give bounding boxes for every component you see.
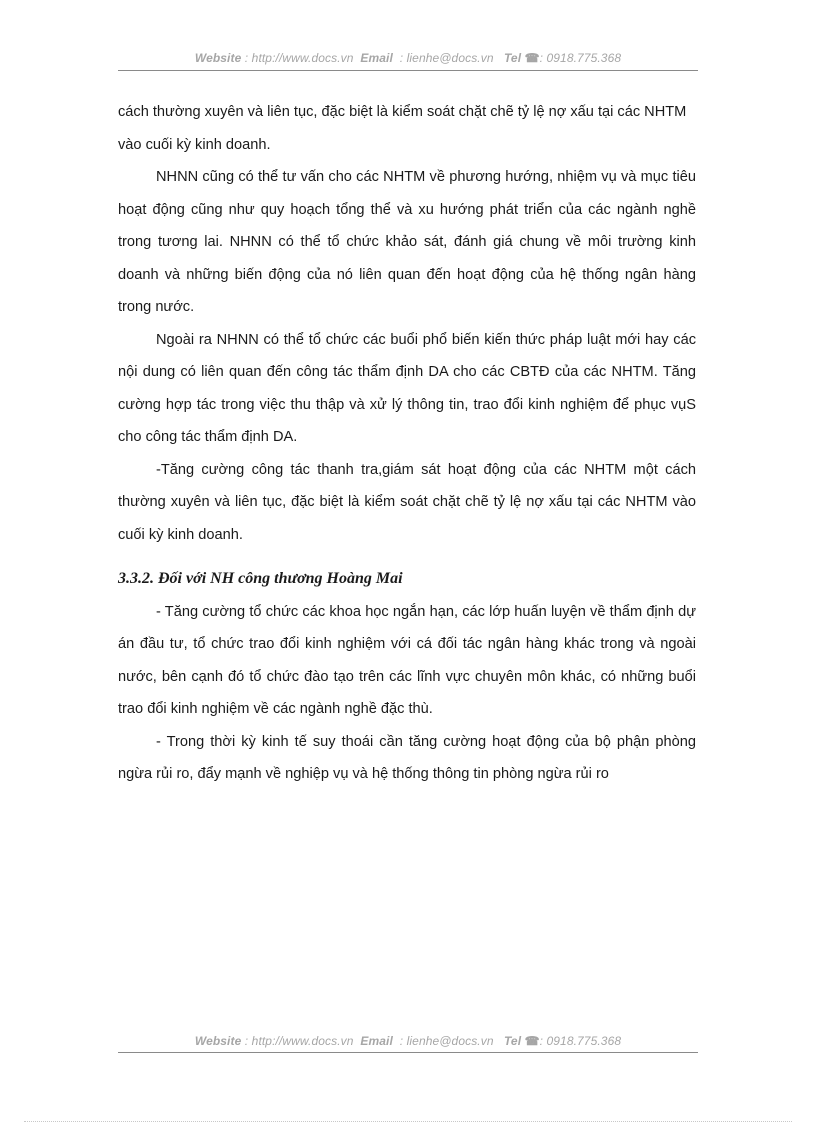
section-heading: 3.3.2. Đối với NH công thương Hoàng Mai	[118, 570, 403, 587]
header-tel-label: Tel	[503, 51, 522, 65]
paragraph-continuation: cách thường xuyên và liên tục, đặc biệt là kiểm soát chặt chẽ tỷ lệ nợ xấu tại các NHTM vào cuối kỳ kinh doanh.	[118, 104, 687, 153]
document-body	[118, 96, 696, 791]
paragraph-nhnn-training: Ngoài ra NHNN có thể tổ chức các buổi phổ biến kiến thức pháp luật mới hay các nội dung có liên quan đến công tác thẩm định DA cho các CBTĐ của các NHTM. Tăng cường hợp tác trong việc thu thập và xử lý thông tin, trao đổi kinh nghiệm để phục vụS cho công tác thẩm định DA.	[118, 331, 696, 445]
paragraph-nhnn-advice: NHNN cũng có thể tư vấn cho các NHTM về phương hướng, nhiệm vụ và mục tiêu hoạt động cũng như quy hoạch tổng thể và xu hướng phát triển của các ngành nghề trong tương lai. NHNN có thể tổ chức khảo sát, đánh giá chung về môi trường kinh doanh và những biến động của nó liên quan đến hoạt động của hệ thống ngân hàng trong nước.	[118, 169, 696, 315]
header-email-label: Email	[360, 51, 393, 65]
phone-icon: ☎	[524, 1034, 540, 1048]
footer-divider	[118, 1052, 698, 1053]
header-email-value[interactable]: : lienhe@docs.vn	[399, 51, 494, 65]
footer-website-url[interactable]: : http://www.docs.vn	[244, 1034, 354, 1048]
page-header	[118, 51, 698, 65]
header-website-label: Website	[194, 51, 242, 65]
page-footer	[118, 1034, 698, 1048]
header-tel-value: : 0918.775.368	[539, 51, 622, 65]
spacer	[118, 551, 696, 559]
phone-icon: ☎	[524, 51, 540, 65]
footer-email-value[interactable]: : lienhe@docs.vn	[399, 1034, 494, 1048]
paragraph-training-courses: - Tăng cường tổ chức các khoa học ngắn hạn, các lớp huấn luyện về thẩm định dự án đầu tư, tổ chức trao đổi kinh nghiệm với cá đối tác ngân hàng khác trong và ngoài nước, bên cạnh đó tổ chức đào tạo trên các lĩnh vực chuyên môn khác, có những buổi trao đổi kinh nghiệm về các ngành nghề đặc thù.	[118, 603, 696, 717]
paragraph-inspection: -Tăng cường công tác thanh tra,giám sát hoạt động của các NHTM một cách thường xuyên và liên tục, đặc biệt là kiểm soát chặt chẽ tỷ lệ nợ xấu tại các NHTM vào cuối kỳ kinh doanh.	[118, 461, 696, 543]
header-divider	[118, 70, 698, 71]
footer-tel-label: Tel	[503, 1034, 522, 1048]
footer-tel-value: : 0918.775.368	[539, 1034, 622, 1048]
footer-email-label: Email	[360, 1034, 393, 1048]
paragraph-risk-prevention: - Trong thời kỳ kinh tế suy thoái cần tăng cường hoạt động của bộ phận phòng ngừa rủi ro, đẩy mạnh về nghiệp vụ và hệ thống thông tin phòng ngừa rủi ro	[118, 733, 696, 782]
footer-website-label: Website	[194, 1034, 242, 1048]
header-website-url[interactable]: : http://www.docs.vn	[244, 51, 354, 65]
page-boundary	[24, 1121, 792, 1122]
